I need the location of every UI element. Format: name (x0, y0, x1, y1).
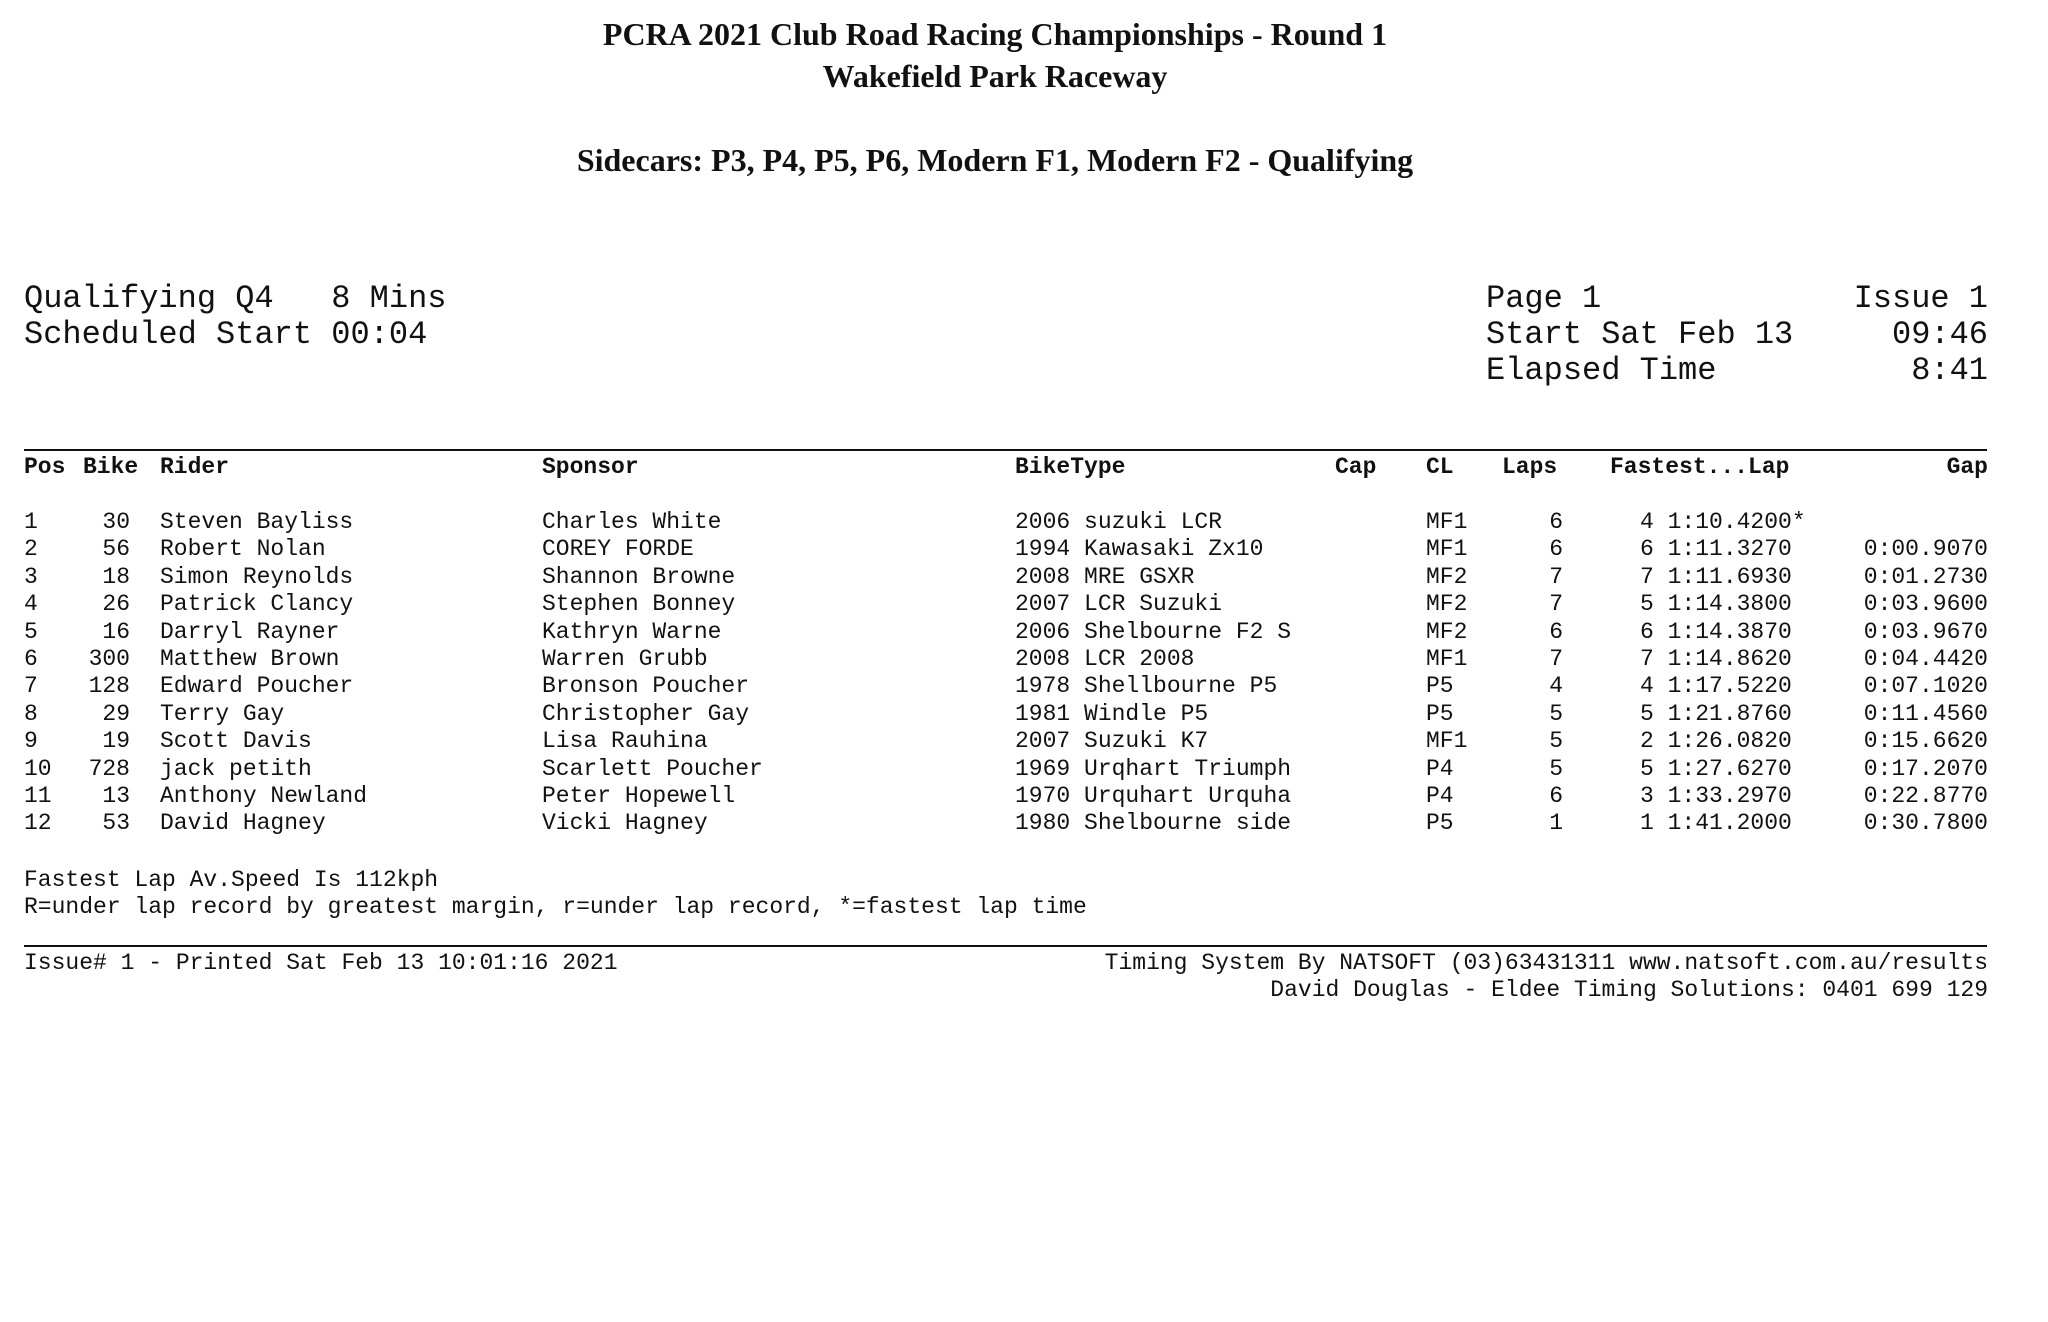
row-sponsor: Vicki Hagney (542, 810, 708, 837)
row-rider: Patrick Clancy (160, 591, 354, 618)
start-label: Start Sat Feb 13 (1486, 316, 1794, 353)
row-sponsor: Bronson Poucher (542, 673, 750, 700)
row-bike-number: 128 (88, 673, 130, 700)
venue-title: Wakefield Park Raceway (822, 58, 1168, 94)
row-fastest-lap: 4 1:17.5220 (1640, 673, 1792, 700)
row-fastest-lap: 3 1:33.2970 (1640, 783, 1792, 809)
row-class: P5 (1426, 810, 1454, 837)
row-bike-type: 1994 Kawasaki Zx10 (1015, 536, 1264, 563)
row-laps: 7 (1549, 591, 1563, 618)
table-top-rule (24, 449, 1987, 451)
row-laps: 1 (1549, 810, 1563, 837)
row-sponsor: Stephen Bonney (542, 591, 736, 618)
row-sponsor: COREY FORDE (542, 536, 694, 563)
row-sponsor: Scarlett Poucher (542, 755, 763, 782)
row-sponsor: Kathryn Warne (542, 618, 722, 645)
row-class: MF1 (1426, 646, 1468, 672)
row-class: MF1 (1426, 509, 1468, 535)
row-bike-number: 29 (102, 700, 130, 727)
row-fastest-lap: 4 1:10.4200* (1640, 509, 1806, 535)
row-fastest-lap: 5 1:27.6270 (1640, 755, 1792, 782)
footer-rule (24, 945, 1987, 947)
row-rider: Matthew Brown (160, 646, 340, 672)
row-pos: 1 (24, 509, 38, 535)
header-fastest-lap: Fastest...Lap (1610, 454, 1790, 480)
header-laps: Laps (1502, 454, 1558, 480)
row-rider: Robert Nolan (160, 536, 326, 563)
row-bike-type: 2006 Shelbourne F2 S (1015, 618, 1292, 645)
row-bike-number: 26 (102, 591, 130, 618)
header-biketype: BikeType (1015, 454, 1126, 480)
row-fastest-lap: 1 1:41.2000 (1640, 810, 1792, 837)
row-bike-number: 728 (88, 755, 130, 782)
header-pos: Pos (24, 454, 66, 480)
row-gap: 0:01.2730 (1863, 563, 1988, 590)
header-sponsor: Sponsor (542, 454, 639, 480)
row-gap: 0:17.2070 (1863, 755, 1988, 782)
row-rider: Steven Bayliss (160, 509, 354, 535)
row-fastest-lap: 6 1:11.3270 (1640, 536, 1792, 563)
row-rider: Terry Gay (160, 700, 285, 727)
row-class: P5 (1426, 700, 1454, 727)
row-sponsor: Charles White (542, 509, 722, 535)
row-bike-number: 18 (102, 563, 130, 590)
row-class: P4 (1426, 783, 1454, 809)
row-laps: 7 (1549, 563, 1563, 590)
scheduled-start: Scheduled Start 00:04 (24, 316, 428, 353)
row-sponsor: Lisa Rauhina (542, 728, 708, 755)
header-gap: Gap (1946, 454, 1988, 480)
row-bike-number: 30 (102, 509, 130, 535)
start-time: 09:46 (1891, 316, 1988, 353)
timing-system-info: Timing System By NATSOFT (03)63431311 www.natsoft.com.au/results (1104, 950, 1988, 976)
elapsed-label: Elapsed Time (1486, 352, 1717, 389)
row-pos: 7 (24, 673, 38, 700)
row-class: MF2 (1426, 591, 1468, 618)
row-pos: 6 (24, 646, 38, 672)
row-bike-type: 2007 Suzuki K7 (1015, 728, 1209, 755)
row-laps: 4 (1549, 673, 1563, 700)
row-laps: 6 (1549, 783, 1563, 809)
document-title: PCRA 2021 Club Road Racing Championships - Round 1 (602, 16, 1388, 52)
row-laps: 5 (1549, 755, 1563, 782)
row-pos: 10 (24, 755, 52, 782)
row-bike-number: 53 (102, 810, 130, 837)
row-fastest-lap: 6 1:14.3870 (1640, 618, 1792, 645)
elapsed-time: 8:41 (1911, 352, 1988, 389)
row-gap: 0:07.1020 (1863, 673, 1988, 700)
row-class: MF1 (1426, 728, 1468, 755)
row-fastest-lap: 5 1:21.8760 (1640, 700, 1792, 727)
row-rider: Anthony Newland (160, 783, 368, 809)
row-sponsor: Christopher Gay (542, 700, 750, 727)
row-rider: Scott Davis (160, 728, 312, 755)
row-gap: 0:11.4560 (1863, 700, 1988, 727)
row-bike-number: 13 (102, 783, 130, 809)
row-rider: Simon Reynolds (160, 563, 354, 590)
row-pos: 12 (24, 810, 52, 837)
row-class: MF2 (1426, 618, 1468, 645)
row-bike-type: 1970 Urquhart Urquha (1015, 783, 1292, 809)
row-bike-number: 19 (102, 728, 130, 755)
row-fastest-lap: 7 1:14.8620 (1640, 646, 1792, 672)
row-pos: 2 (24, 536, 38, 563)
row-pos: 3 (24, 563, 38, 590)
row-pos: 4 (24, 591, 38, 618)
row-fastest-lap: 5 1:14.3800 (1640, 591, 1792, 618)
session-title: Sidecars: P3, P4, P5, P6, Modern F1, Modern F2 - Qualifying (576, 142, 1414, 178)
row-bike-type: 1978 Shellbourne P5 (1015, 673, 1278, 700)
row-bike-type: 1980 Shelbourne side (1015, 810, 1292, 837)
row-pos: 11 (24, 783, 52, 809)
row-laps: 5 (1549, 728, 1563, 755)
session-name: Qualifying Q4 8 Mins (24, 280, 447, 317)
row-sponsor: Shannon Browne (542, 563, 736, 590)
row-gap: 0:15.6620 (1863, 728, 1988, 755)
row-bike-number: 16 (102, 618, 130, 645)
row-class: P5 (1426, 673, 1454, 700)
row-gap: 0:03.9600 (1863, 591, 1988, 618)
row-rider: jack petith (160, 755, 312, 782)
row-sponsor: Warren Grubb (542, 646, 708, 672)
row-class: P4 (1426, 755, 1454, 782)
row-class: MF2 (1426, 563, 1468, 590)
row-bike-type: 1969 Urqhart Triumph (1015, 755, 1292, 782)
row-laps: 7 (1549, 646, 1563, 672)
header-cl: CL (1426, 454, 1454, 480)
header-rider: Rider (160, 454, 230, 480)
row-pos: 5 (24, 618, 38, 645)
row-gap: 0:04.4420 (1863, 646, 1988, 672)
row-gap: 0:03.9670 (1863, 618, 1988, 645)
printed-info: Issue# 1 - Printed Sat Feb 13 10:01:16 2021 (24, 950, 618, 976)
row-laps: 6 (1549, 509, 1563, 535)
row-fastest-lap: 7 1:11.6930 (1640, 563, 1792, 590)
row-gap: 0:22.8770 (1863, 783, 1988, 809)
issue-label: Issue 1 (1853, 280, 1988, 317)
row-bike-number: 56 (102, 536, 130, 563)
row-bike-number: 300 (88, 646, 130, 672)
row-bike-type: 2008 MRE GSXR (1015, 563, 1195, 590)
header-bike: Bike (83, 454, 139, 480)
row-sponsor: Peter Hopewell (542, 783, 736, 809)
row-laps: 6 (1549, 536, 1563, 563)
row-laps: 5 (1549, 700, 1563, 727)
row-bike-type: 2006 suzuki LCR (1015, 509, 1223, 535)
row-bike-type: 1981 Windle P5 (1015, 700, 1209, 727)
row-fastest-lap: 2 1:26.0820 (1640, 728, 1792, 755)
row-gap: 0:00.9070 (1863, 536, 1988, 563)
row-rider: Edward Poucher (160, 673, 354, 700)
row-pos: 9 (24, 728, 38, 755)
timing-credit: David Douglas - Eldee Timing Solutions: 0401 699 129 (1270, 977, 1988, 1003)
lap-record-legend: R=under lap record by greatest margin, r=under lap record, *=fastest lap time (24, 894, 1087, 920)
page-label: Page 1 (1486, 280, 1602, 317)
row-bike-type: 2007 LCR Suzuki (1015, 591, 1223, 618)
row-class: MF1 (1426, 536, 1468, 563)
row-bike-type: 2008 LCR 2008 (1015, 646, 1195, 672)
fastest-lap-speed-note: Fastest Lap Av.Speed Is 112kph (24, 867, 439, 893)
row-laps: 6 (1549, 618, 1563, 645)
row-pos: 8 (24, 700, 38, 727)
row-rider: David Hagney (160, 810, 326, 837)
row-rider: Darryl Rayner (160, 618, 340, 645)
header-cap: Cap (1335, 454, 1377, 480)
row-gap: 0:30.7800 (1863, 810, 1988, 837)
